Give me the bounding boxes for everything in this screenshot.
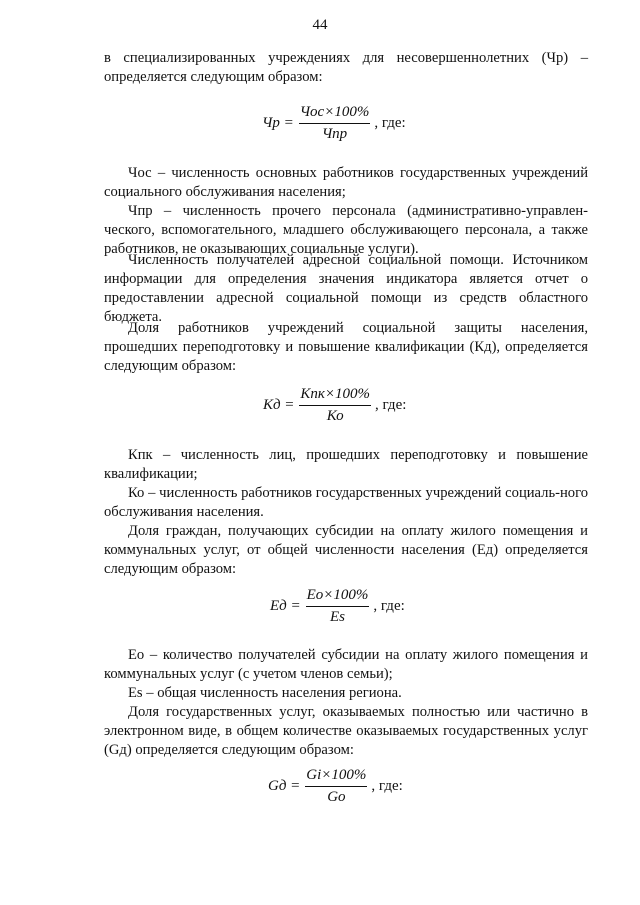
paragraph: Чпр – численность прочего персонала (административно-управлен-ческого, вспомогательного, младшего обслуживающего персонала, а также работников, не оказывающих социальные услуги).: [104, 203, 588, 257]
paragraph: Es – общая численность населения региона.: [128, 685, 402, 701]
formula-suffix: , где:: [373, 598, 405, 614]
formula-kd: [263, 386, 406, 425]
formula-numerator: Gi×100%: [306, 767, 367, 783]
paragraph: Доля государственных услуг, оказываемых полностью или частично в электронном виде, в общем количестве оказываемых государственных услуг (Gд) определяется следующим образом:: [104, 704, 588, 758]
formula-denominator: Go: [327, 789, 346, 805]
paragraph: Ео – количество получателей субсидии на оплату жилого помещения и коммунальных услуг (с учетом членов семьи);: [104, 647, 588, 682]
fraction: [299, 386, 371, 425]
formula-gd: [268, 767, 403, 806]
paragraph: Кпк – численность лиц, прошедших переподготовку и повышение квалификации;: [104, 447, 588, 482]
paragraph: Доля граждан, получающих субсидии на оплату жилого помещения и коммунальных услуг, от общей численности населения (Ед) определяется следующим образом:: [104, 523, 588, 577]
formula-suffix: , где:: [371, 778, 403, 794]
page-number: 44: [312, 17, 328, 33]
fraction: [299, 104, 371, 143]
paragraph: Численность получателей адресной социальной помощи. Источником информации для определения значения индикатора является отчет о предоставлении адресной социальной помощи из средств областного бюджета.: [104, 252, 588, 325]
formula-suffix: , где:: [375, 397, 407, 413]
formula-chr: [262, 104, 406, 143]
fraction: [305, 767, 367, 806]
formula-lhs: Кд =: [263, 397, 295, 413]
formula-suffix: , где:: [374, 115, 406, 131]
formula-ed: [270, 587, 405, 626]
paragraph: в специализированных учреждениях для несовершеннолетних (Чр) – определяется следующим образом:: [104, 50, 588, 85]
formula-numerator: Чос×100%: [299, 104, 370, 120]
formula-lhs: Ед =: [270, 598, 301, 614]
formula-numerator: Кпк×100%: [300, 386, 371, 402]
paragraph: Доля работников учреждений социальной защиты населения, прошедших переподготовку и повышение квалификации (Кд), определяется следующим образом:: [104, 320, 588, 374]
fraction: [306, 587, 370, 626]
formula-lhs: Gд =: [268, 778, 301, 794]
formula-denominator: Ко: [326, 408, 344, 424]
formula-denominator: Чпр: [321, 126, 348, 142]
paragraph: Чос – численность основных работников государственных учреждений социального обслуживания населения;: [104, 165, 588, 200]
formula-lhs: Чр =: [262, 115, 294, 131]
paragraph: Ко – численность работников государственных учреждений социаль-ного обслуживания населения.: [104, 485, 588, 520]
formula-numerator: Ео×100%: [306, 587, 369, 603]
formula-denominator: Es: [330, 609, 346, 625]
